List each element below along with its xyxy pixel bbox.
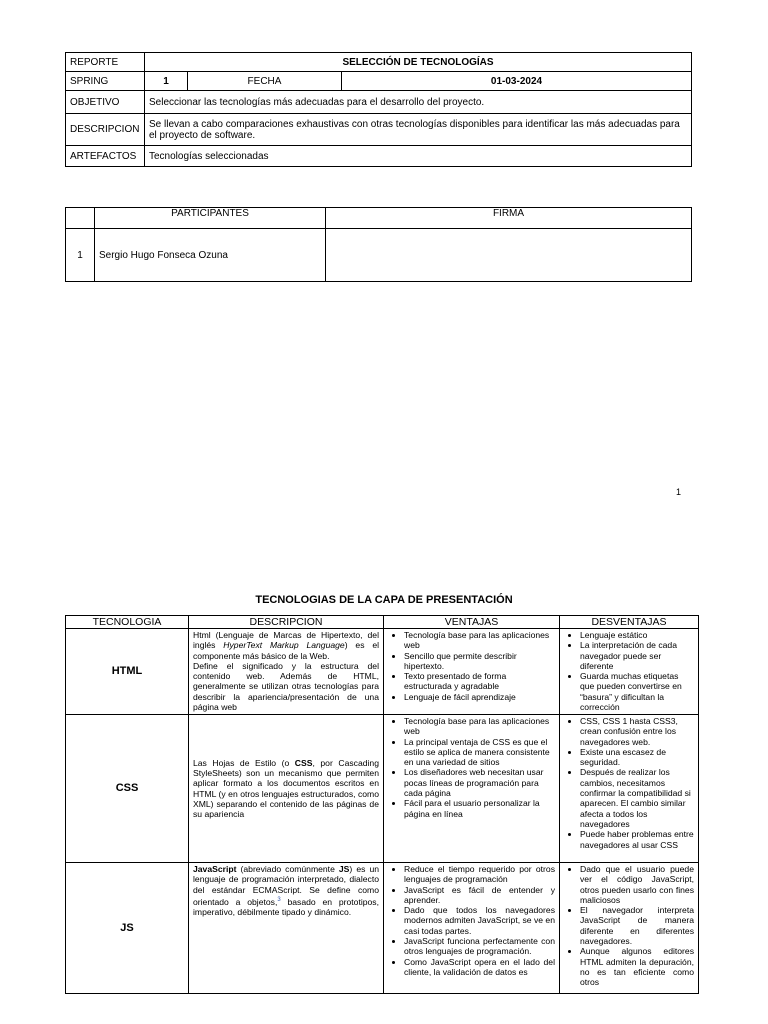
tech-desventajas-js — [560, 863, 699, 994]
list-item: • JavaScript funciona perfectamente con otros lenguajes de programación. — [404, 936, 555, 957]
fecha-label: FECHA — [188, 72, 342, 91]
list-item: • Guarda muchas etiquetas que pueden convertirse en “basura” y dificultan la corrección — [580, 671, 694, 712]
list-item: • Puede haber problemas entre navegadores al usar CSS — [580, 829, 694, 850]
list-item: • Lenguaje estático — [580, 630, 694, 640]
tech-name-css: CSS — [66, 715, 189, 863]
spring-value: 1 — [145, 72, 188, 91]
descripcion-label: DESCRIPCION — [66, 114, 145, 146]
participant-num: 1 — [66, 229, 95, 282]
firma-header: FIRMA — [326, 208, 692, 229]
tech-desc-js: JavaScript (abreviado comúnmente JS) es un lenguaje de programación interpretado, dialecto del estándar ECMAScript. Se define como orientado a objetos,$^3$ basado en prototipos, imperativo, débilmente tipado y dinámico. — [189, 863, 384, 994]
tech-name-html: HTML — [66, 629, 189, 715]
list-item: • Sencillo que permite describir hipertexto. — [404, 651, 555, 672]
list-item: • Dado que el usuario puede ver el código JavaScript, otros pueden usarlo con fines maliciosos — [580, 864, 694, 905]
page-number: 1 — [676, 487, 682, 497]
table-row — [66, 863, 699, 994]
participants-table — [65, 207, 692, 282]
list-item: • Reduce el tiempo requerido por otros lenguajes de programación — [404, 864, 555, 885]
list-item: • La interpretación de cada navegador puede ser diferente — [580, 640, 694, 671]
list-item: • Lenguaje de fácil aprendizaje — [404, 692, 555, 702]
artefactos-value: Tecnologías seleccionadas — [145, 146, 692, 167]
objetivo-value: Seleccionar las tecnologías más adecuadas para el desarrollo del proyecto. — [145, 91, 692, 114]
tech-desventajas-css — [560, 715, 699, 863]
table-row — [66, 229, 692, 282]
tech-ventajas-css — [384, 715, 560, 863]
spring-label: SPRING — [66, 72, 145, 91]
col-ventajas: VENTAJAS — [384, 616, 560, 629]
tech-ventajas-js — [384, 863, 560, 994]
list-item: • El navegador interpreta JavaScript de manera diferente en diferentes navegadores. — [580, 905, 694, 946]
tech-ventajas-html — [384, 629, 560, 715]
table-row — [66, 629, 699, 715]
col-tecnologia: TECNOLOGIA — [66, 616, 189, 629]
list-item: • Tecnología base para las aplicaciones web — [404, 630, 555, 651]
participant-firma — [326, 229, 692, 282]
list-item: • Texto presentado de forma estructurada y agradable — [404, 671, 555, 692]
list-item: • Los diseñadores web necesitan usar pocas líneas de programación para cada página — [404, 767, 555, 798]
section-title: TECNOLOGIAS DE LA CAPA DE PRESENTACIÓN — [255, 594, 513, 606]
table-row — [66, 715, 699, 863]
list-item: • Como JavaScript opera en el lado del cliente, la validación de datos es — [404, 957, 555, 978]
descripcion-value: Se llevan a cabo comparaciones exhaustivas con otras tecnologías disponibles para identificar las más adecuadas para el proyecto de software. — [145, 114, 692, 146]
tech-desc-html: Html (Lenguaje de Marcas de Hipertexto, del inglés HyperText Markup Language) es el componente más básico de la Web. Define el significado y la estructura del contenido web. Además de HTML, generalmente se utilizan otras tecnologías para describir la apariencia/presentación de una página web — [189, 629, 384, 715]
report-header-table — [65, 52, 692, 167]
technologies-table — [65, 615, 699, 994]
participantes-header: PARTICIPANTES — [95, 208, 326, 229]
list-item: • JavaScript es fácil de entender y aprender. — [404, 885, 555, 906]
reporte-label: REPORTE — [66, 53, 145, 72]
col-descripcion: DESCRIPCION — [189, 616, 384, 629]
report-title: SELECCIÓN DE TECNOLOGÍAS — [145, 53, 692, 72]
list-item: • Dado que todos los navegadores modernos admiten JavaScript, se ve en casi todas partes. — [404, 905, 555, 936]
fecha-value: 01-03-2024 — [342, 72, 692, 91]
list-item: • CSS, CSS 1 hasta CSS3, crean confusión entre los navegadores web. — [580, 716, 694, 747]
tech-desventajas-html — [560, 629, 699, 715]
list-item: • Existe una escasez de seguridad. — [580, 747, 694, 768]
list-item: • Después de realizar los cambios, necesitamos confirmar la compatibilidad si aparecen. El cambio similar afecta a todos los navegadores — [580, 767, 694, 829]
participant-name: Sergio Hugo Fonseca Ozuna — [95, 229, 326, 282]
list-item: • La principal ventaja de CSS es que el estilo se aplica de manera consistente en una variedad de sitios — [404, 737, 555, 768]
col-desventajas: DESVENTAJAS — [560, 616, 699, 629]
tech-name-js: JS — [66, 863, 189, 994]
tech-desc-css: Las Hojas de Estilo (o CSS, por Cascading StyleSheets) son un mecanismo que permiten aplicar formato a los documentos escritos en HTML (y en otros lenguajes estructurados, como XML) separando el contenido de las páginas de su apariencia — [189, 715, 384, 863]
list-item: • Tecnología base para las aplicaciones web — [404, 716, 555, 737]
list-item: • Aunque algunos editores HTML admiten la depuración, no es tan eficiente como otros — [580, 946, 694, 987]
objetivo-label: OBJETIVO — [66, 91, 145, 114]
list-item: • Fácil para el usuario personalizar la página en línea — [404, 798, 555, 819]
artefactos-label: ARTEFACTOS — [66, 146, 145, 167]
